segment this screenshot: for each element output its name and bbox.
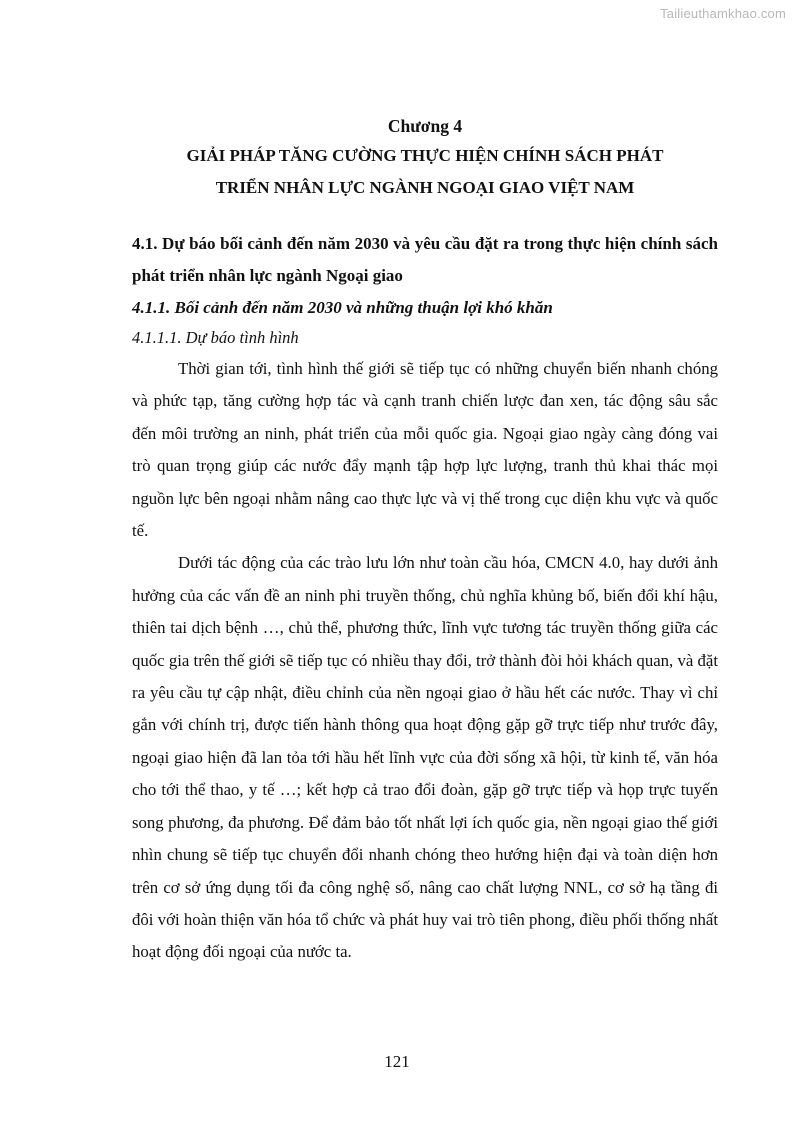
body-paragraph-2: Dưới tác động của các trào lưu lớn như toàn cầu hóa, CMCN 4.0, hay dưới ảnh hưởng của các vấn đề an ninh phi truyền thống, chủ nghĩa khủng bố, biến đổi khí hậu, thiên tai dịch bệnh …, chủ thể, phương thức, lĩnh vực tương tác truyền thống giữa các quốc gia trên thế giới sẽ tiếp tục có nhiều thay đổi, trở thành đòi hỏi khách quan, và đặt ra yêu cầu tự cập nhật, điều chỉnh của nền ngoại giao ở hầu hết các nước. Thay vì chỉ gắn với chính trị, được tiến hành thông qua hoạt động gặp gỡ trực tiếp như trước đây, ngoại giao hiện đã lan tỏa tới hầu hết lĩnh vực của đời sống xã hội, từ kinh tế, văn hóa cho tới thể thao, y tế …; kết hợp cả trao đổi đoàn, gặp gỡ trực tiếp và họp trực tuyến song phương, đa phương. Để đảm bảo tốt nhất lợi ích quốc gia, nền ngoại giao thế giới nhìn chung sẽ tiếp tục chuyển đổi nhanh chóng theo hướng hiện đại và toàn diện hơn trên cơ sở ứng dụng tối đa công nghệ số, nâng cao chất lượng NNL, cơ sở hạ tầng đi đôi với hoàn thiện văn hóa tổ chức và phát huy vai trò tiên phong, điều phối thống nhất hoạt động đối ngoại của nước ta. (132, 553, 718, 962)
watermark: Tailieuthamkhao.com (660, 6, 786, 21)
chapter-title-line-1: GIẢI PHÁP TĂNG CƯỜNG THỰC HIỆN CHÍNH SÁCH PHÁT (186, 146, 664, 165)
page-number: 121 (384, 1052, 410, 1071)
section-heading-4-1: 4.1. Dự báo bối cảnh đến năm 2030 và yêu cầu đặt ra trong thực hiện chính sách phát triển nhân lực ngành Ngoại giao (132, 234, 718, 285)
document-page (132, 112, 718, 969)
chapter-label: Chương 4 (387, 116, 463, 136)
body-paragraph-1: Thời gian tới, tình hình thế giới sẽ tiếp tục có những chuyển biến nhanh chóng và phức tạp, tăng cường hợp tác và cạnh tranh chiến lược đan xen, tác động sâu sắc đến môi trường an ninh, phát triển của mỗi quốc gia. Ngoại giao ngày càng đóng vai trò quan trọng giúp các nước đẩy mạnh tập hợp lực lượng, tranh thủ khai thác mọi nguồn lực bên ngoại nhằm nâng cao thực lực và vị thế trong cục diện khu vực và quốc tế. (132, 359, 718, 541)
chapter-title-line-2: TRIỂN NHÂN LỰC NGÀNH NGOẠI GIAO VIỆT NAM (215, 178, 635, 197)
subsubsection-heading-4-1-1-1: 4.1.1.1. Dự báo tình hình (132, 328, 299, 347)
subsection-heading-4-1-1: 4.1.1. Bối cảnh đến năm 2030 và những thuận lợi khó khăn (132, 298, 553, 317)
